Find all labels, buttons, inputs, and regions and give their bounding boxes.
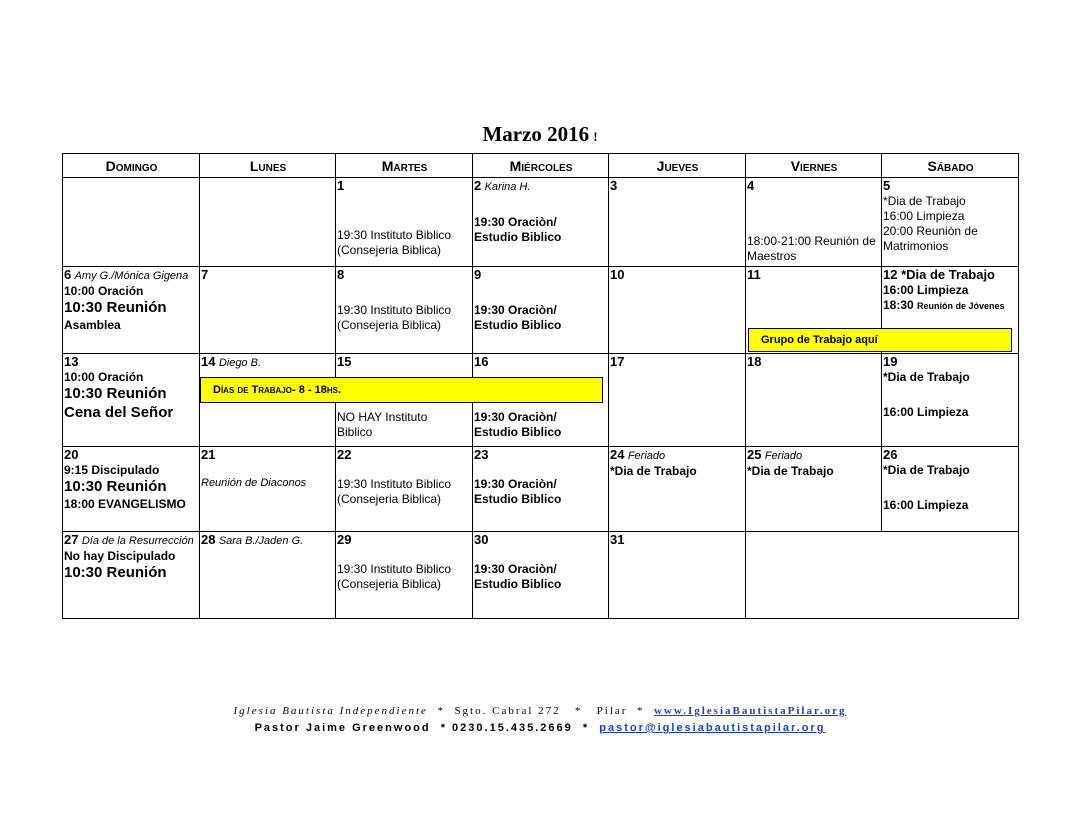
event-line: *Dia de Trabajo bbox=[883, 463, 970, 478]
day-cell-7 bbox=[200, 267, 336, 354]
website-link[interactable]: www.IglesiaBautistaPilar.org bbox=[653, 705, 847, 717]
event-line: 10:30 Reunión bbox=[64, 385, 167, 403]
event-line: 16:00 Limpieza bbox=[883, 405, 969, 420]
event-line: 18:00-21:00 Reunión de bbox=[747, 234, 876, 249]
day-number: 17 bbox=[610, 354, 625, 369]
church-name: Iglesia Bautista Independiente bbox=[233, 705, 428, 717]
day-number: 29 bbox=[337, 532, 352, 547]
title-mark: ! bbox=[593, 129, 598, 144]
day-number: 10 bbox=[610, 267, 625, 282]
day-cell-17 bbox=[609, 354, 746, 447]
work-group-banner bbox=[748, 328, 1012, 352]
footer-line-1 bbox=[0, 705, 1080, 717]
day-number: 4 bbox=[747, 178, 755, 193]
event-line: 10:00 Oración bbox=[64, 283, 144, 298]
day-number: 8 bbox=[337, 267, 345, 282]
day-number: 31 bbox=[610, 532, 625, 547]
header-martes: Martes bbox=[336, 154, 473, 178]
week-row-5 bbox=[63, 532, 1019, 619]
footer-line-2 bbox=[0, 722, 1080, 734]
weekday-header-row bbox=[63, 154, 1019, 178]
event-line: *Dia de Trabajo bbox=[883, 194, 966, 209]
day-cell-2 bbox=[473, 178, 609, 267]
day-cell-28 bbox=[200, 532, 336, 619]
header-lunes: Lunes bbox=[200, 154, 336, 178]
day-number: 14 bbox=[201, 354, 216, 369]
day-cell-9 bbox=[473, 267, 609, 354]
event-line: No hay Discipulado bbox=[64, 548, 176, 563]
event-line: Estudio Biblico bbox=[474, 229, 562, 244]
event-line: 19:30 Instituto Biblico bbox=[337, 303, 452, 318]
day-number: 27 bbox=[64, 532, 79, 547]
event-line: 9:15 Discipulado bbox=[64, 463, 160, 478]
birthday-note: Diego B. bbox=[218, 357, 262, 369]
event-line: (Consejeria Biblica) bbox=[337, 577, 442, 592]
day-cell-10 bbox=[609, 267, 746, 354]
event-line: 10:30 Reunión bbox=[64, 298, 167, 316]
day-cell-1 bbox=[336, 178, 473, 267]
day-cell-4 bbox=[746, 178, 882, 267]
event-line: *Dia de Trabajo bbox=[883, 370, 970, 385]
event-line: 16:00 Limpieza bbox=[883, 209, 965, 224]
day-number: 6 bbox=[64, 267, 72, 282]
day-number: 18 bbox=[747, 354, 762, 369]
day-cell-empty bbox=[63, 178, 200, 267]
birthday-note: Karina H. bbox=[484, 181, 531, 193]
week-row-1 bbox=[63, 178, 1019, 267]
event-line: Estudio Biblico bbox=[474, 577, 562, 592]
day-number: 21 bbox=[201, 447, 216, 462]
day-number: 28 bbox=[201, 532, 216, 547]
event-line: Matrimonios bbox=[883, 239, 949, 254]
day-number: 5 bbox=[883, 178, 891, 193]
event-line: 19:30 Instituto Biblico bbox=[337, 228, 452, 243]
event-line: 16:00 Limpieza bbox=[883, 498, 969, 513]
day-number: 23 bbox=[474, 447, 489, 462]
day-cell-empty bbox=[200, 178, 336, 267]
header-sabado: Sábado bbox=[882, 154, 1019, 178]
header-jueves: Jueves bbox=[609, 154, 746, 178]
day-cell-24 bbox=[609, 447, 746, 532]
event-line: Maestros bbox=[747, 249, 797, 264]
event-line: (Consejeria Biblica) bbox=[337, 318, 442, 333]
event-line: 19:30 Oraciòn/ bbox=[474, 303, 557, 318]
header-domingo: Domingo bbox=[63, 154, 200, 178]
day-number: 25 bbox=[747, 447, 762, 462]
event-line: 19:30 Oraciòn/ bbox=[474, 214, 557, 229]
event-line: *Dia de Trabajo bbox=[610, 463, 697, 478]
month-title: Marzo 2016 bbox=[482, 122, 590, 146]
event-line: 19:30 Oraciòn/ bbox=[474, 410, 557, 425]
day-cell-18 bbox=[746, 354, 882, 447]
event-line: Asamblea bbox=[64, 317, 121, 332]
event-line: Estudio Biblico bbox=[474, 318, 562, 333]
email-link[interactable]: pastor@iglesiabautistapilar.org bbox=[599, 722, 826, 734]
day-number: 7 bbox=[201, 267, 209, 282]
day-cell-5 bbox=[882, 178, 1019, 267]
event-line: 10:00 Oración bbox=[64, 370, 144, 385]
day-number: 22 bbox=[337, 447, 352, 462]
day-number: 26 bbox=[883, 447, 898, 462]
event-line: 19:30 Oraciòn/ bbox=[474, 477, 557, 492]
church-address: * Sgto. Cabral 272 * Pilar * bbox=[427, 705, 654, 717]
event-line: 10:30 Reunión bbox=[64, 563, 167, 581]
day-number: 12 *Dia de Trabajo bbox=[883, 267, 995, 282]
pastor-contact: Pastor Jaime Greenwood * 0230.15.435.2669 * bbox=[254, 722, 600, 734]
holiday-note: Feriado bbox=[627, 450, 666, 462]
event-line: Estudio Biblico bbox=[474, 492, 562, 507]
holiday-note: Feriado bbox=[764, 450, 803, 462]
work-days-label: Días de Trabajo bbox=[213, 384, 293, 396]
day-number: 13 bbox=[64, 354, 79, 369]
day-cell-30 bbox=[473, 532, 609, 619]
day-cell-29 bbox=[336, 532, 473, 619]
day-cell-27 bbox=[63, 532, 200, 619]
day-number: 19 bbox=[883, 354, 898, 369]
day-number: 16 bbox=[474, 354, 489, 369]
day-number: 15 bbox=[337, 354, 352, 369]
day-cell-19 bbox=[882, 354, 1019, 447]
work-days-hours: - 8 - 18 bbox=[292, 384, 327, 396]
day-number: 20 bbox=[64, 447, 79, 462]
event-line: (Consejeria Biblica) bbox=[337, 243, 442, 258]
event-line: 18:00 EVANGELISMO bbox=[64, 497, 186, 511]
header-miercoles: Miércoles bbox=[473, 154, 609, 178]
event-line: Reunión de Jóvenes bbox=[917, 301, 1005, 312]
day-number: 30 bbox=[474, 532, 489, 547]
event-line: *Dia de Trabajo bbox=[747, 463, 834, 478]
day-cell-3 bbox=[609, 178, 746, 267]
birthday-note: Amy G./Mónica Gigena bbox=[74, 270, 189, 282]
day-cell-21 bbox=[200, 447, 336, 532]
event-line: 20:00 Reunión de bbox=[883, 224, 978, 239]
event-line: Estudio Biblico bbox=[474, 425, 562, 440]
event-line: Cena del Señor bbox=[64, 404, 174, 421]
event-line: NO HAY Instituto bbox=[337, 410, 428, 425]
day-cell-22 bbox=[336, 447, 473, 532]
event-note: Reunión de Diaconos bbox=[201, 477, 307, 490]
day-number: 9 bbox=[474, 267, 482, 282]
event-line: 16:00 Limpieza bbox=[883, 283, 969, 298]
event-line: Biblico bbox=[337, 425, 373, 440]
birthday-note: Sara B./Jaden G. bbox=[218, 535, 304, 547]
day-cell-20 bbox=[63, 447, 200, 532]
day-number: 1 bbox=[337, 178, 345, 193]
event-time: 18:30 bbox=[883, 298, 914, 313]
day-cell-26 bbox=[882, 447, 1019, 532]
day-number: 24 bbox=[610, 447, 625, 462]
day-number: 3 bbox=[610, 178, 618, 193]
event-line: 19:30 Instituto Biblico bbox=[337, 562, 452, 577]
page-title bbox=[0, 122, 1080, 147]
day-cell-13 bbox=[63, 354, 200, 447]
day-cell-6 bbox=[63, 267, 200, 354]
event-line: 10:30 Reunión bbox=[64, 478, 167, 496]
header-viernes: Viernes bbox=[746, 154, 882, 178]
event-line: 19:30 Instituto Biblico bbox=[337, 477, 452, 492]
event-note: Día de la Resurrección bbox=[81, 535, 194, 547]
work-days-banner bbox=[200, 377, 603, 403]
day-cell-31 bbox=[609, 532, 746, 619]
week-row-4 bbox=[63, 447, 1019, 532]
day-cell-23 bbox=[473, 447, 609, 532]
day-cell-8 bbox=[336, 267, 473, 354]
event-line: (Consejeria Biblica) bbox=[337, 492, 442, 507]
work-group-label: Grupo de Trabajo aquí bbox=[761, 334, 878, 346]
day-number: 11 bbox=[747, 267, 761, 282]
work-days-unit: hs. bbox=[326, 384, 342, 396]
day-cell-empty bbox=[746, 532, 1019, 619]
event-line: 19:30 Oraciòn/ bbox=[474, 562, 557, 577]
day-number: 2 bbox=[474, 178, 482, 193]
day-cell-25 bbox=[746, 447, 882, 532]
